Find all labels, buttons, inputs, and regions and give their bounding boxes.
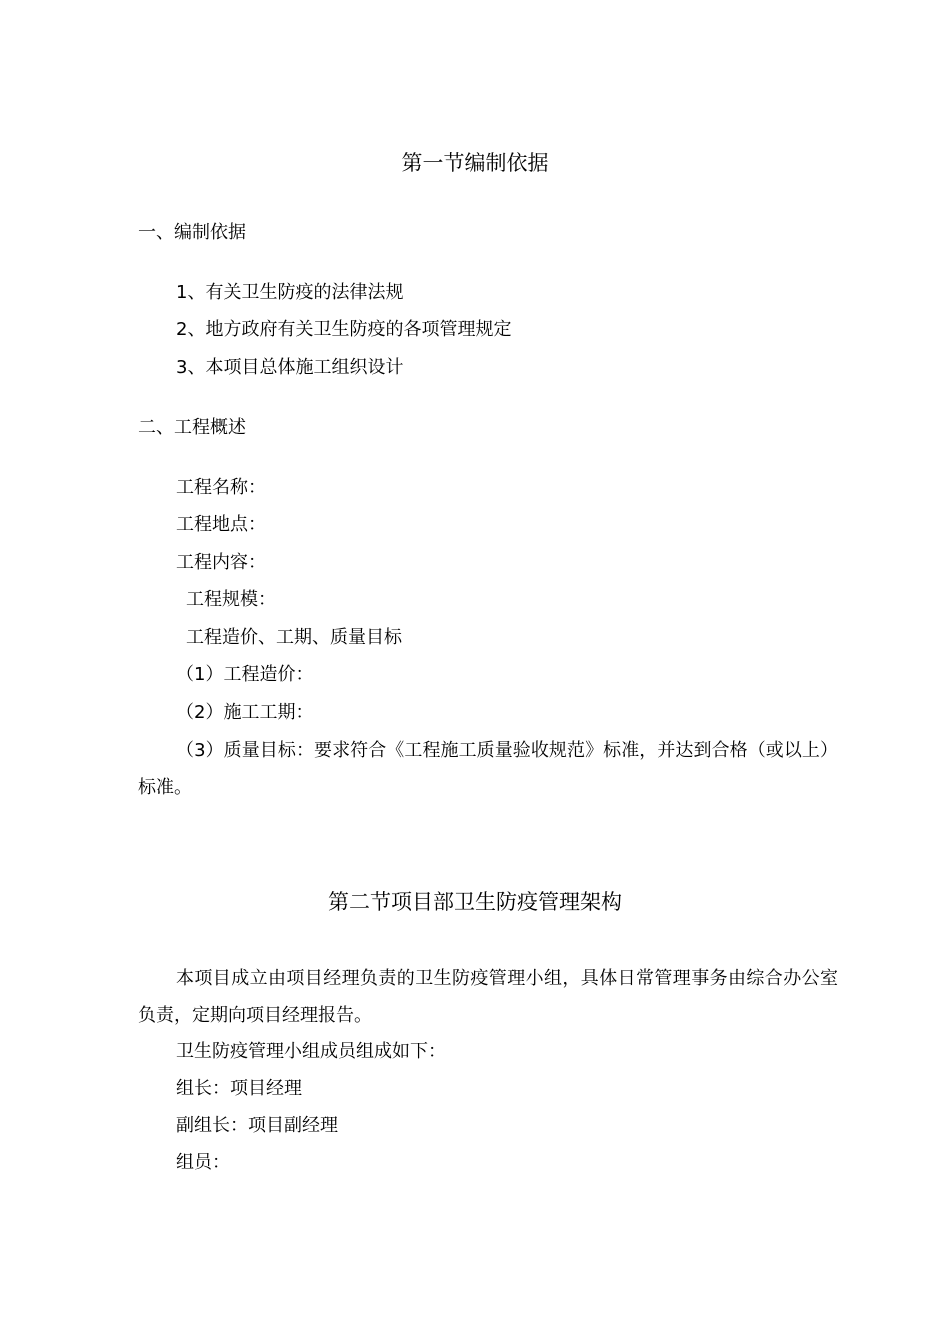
basis-item: 2、地方政府有关卫生防疫的各项管理规定 xyxy=(176,319,512,340)
deputy-leader-line: 副组长：项目副经理 xyxy=(176,1115,338,1136)
overview-line: （1）工程造价： xyxy=(176,664,314,685)
basis-item: 3、本项目总体施工组织设计 xyxy=(176,357,404,378)
members-line: 组员： xyxy=(176,1152,230,1173)
quality-goal-paragraph: （3）质量目标：要求符合《工程施工质量验收规范》标准，并达到合格（或以上）标准。 xyxy=(138,740,838,798)
basis-item: 1、有关卫生防疫的法律法规 xyxy=(176,282,404,303)
overview-line: 工程内容： xyxy=(176,552,266,573)
section2-title: 第二节项目部卫生防疫管理架构 xyxy=(328,890,622,914)
section1-title: 第一节编制依据 xyxy=(401,151,549,175)
overview-line: （2）施工工期： xyxy=(176,702,314,723)
leader-line: 组长：项目经理 xyxy=(176,1078,302,1099)
section2-intro-paragraph: 本项目成立由项目经理负责的卫生防疫管理小组，具体日常管理事务由综合办公室负责，定期向项目经理报告。 xyxy=(138,968,838,1026)
overview-line: 工程名称： xyxy=(176,477,266,498)
members-intro: 卫生防疫管理小组成员组成如下： xyxy=(176,1041,446,1062)
overview-line: 工程地点： xyxy=(176,514,266,535)
overview-line: 工程造价、工期、质量目标 xyxy=(186,627,402,648)
overview-heading: 二、工程概述 xyxy=(138,417,246,438)
basis-heading: 一、编制依据 xyxy=(138,222,246,243)
overview-line: 工程规模： xyxy=(186,589,276,610)
